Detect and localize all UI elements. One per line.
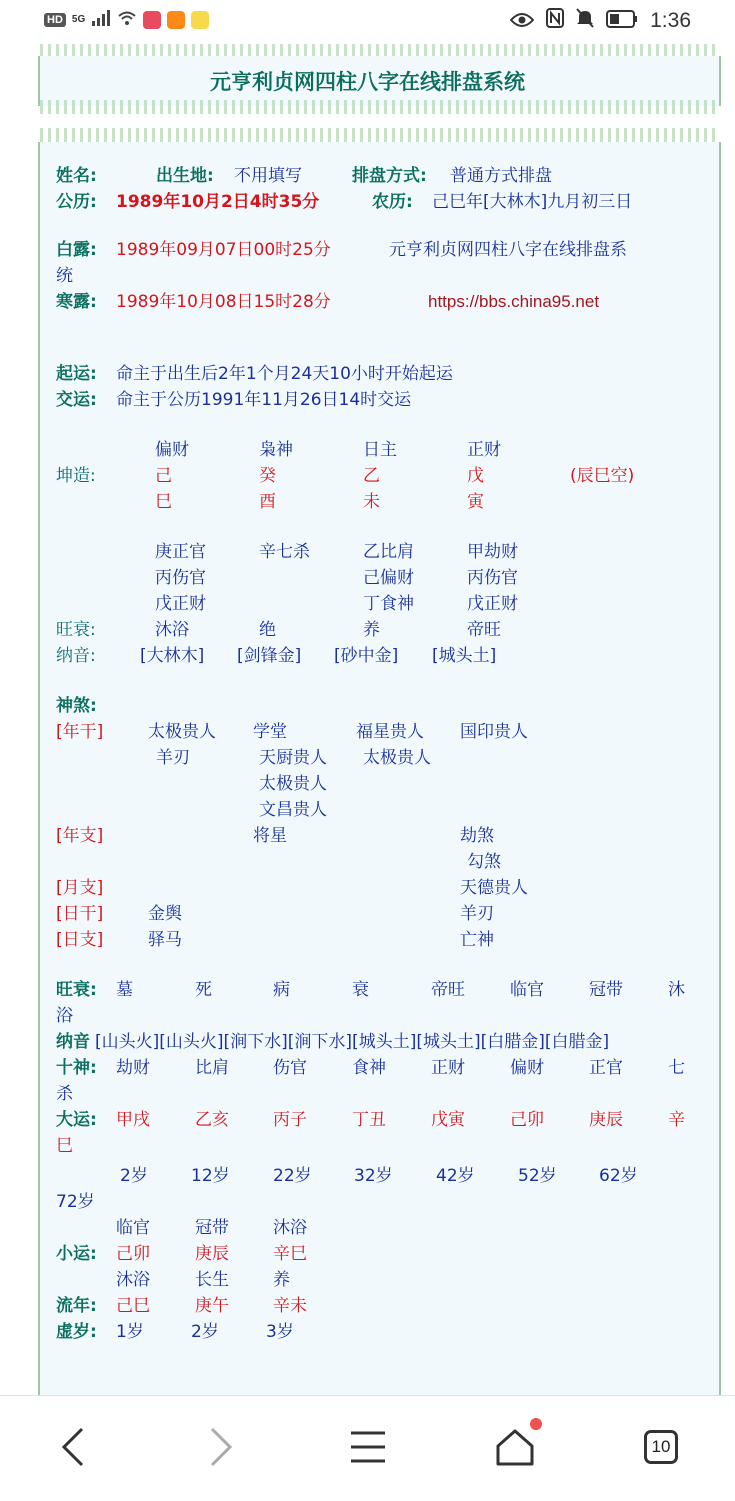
earthly-branch: 寅 [467,492,484,512]
shensha-item: 羊刃 [156,748,190,768]
dayun-shishen-wrap: 杀 [56,1084,73,1104]
shensha-item: 学堂 [253,722,287,742]
status-bar [0,0,735,44]
wangshuai-label: 旺衰: [56,620,96,640]
shishen-label: 十神: [56,1058,97,1078]
home-button[interactable] [490,1422,540,1472]
shensha-item: 福星贵人 [356,722,424,742]
dayun-nayin-label: 纳音 [56,1032,90,1052]
xiaoyun-top: 临官 [116,1218,150,1238]
battery-icon [606,8,638,34]
shensha-item: 太极贵人 [259,774,327,794]
shensha-item: 金舆 [148,904,182,924]
earthly-branch: 巳 [155,492,172,512]
dayun-wangshuai-wrap: 浴 [56,1006,73,1026]
pillar-ten-god: 枭神 [259,440,293,460]
shensha-item: 劫煞 [460,826,494,846]
chevron-right-icon [208,1427,234,1467]
xiaoyun-ganzhi: 辛巳 [273,1244,307,1264]
video-app-icon [167,11,185,29]
xiaoyun-top: 沐浴 [273,1218,307,1238]
bailu-date: 1989年09月07日00时25分 [116,240,331,260]
shensha-item: 太极贵人 [148,722,216,742]
hidden-stem: 丙伤官 [155,568,206,588]
dayun-shishen: 伤官 [273,1058,307,1078]
shensha-row-label: [日支] [56,930,104,950]
dayun-age: 22岁 [273,1166,312,1186]
heavenly-stem: 癸 [259,466,276,486]
jiaoyun-value: 命主于公历1991年11月26日14时交运 [116,390,412,410]
method-value: 普通方式排盘 [450,166,552,186]
dayun-age: 32岁 [354,1166,393,1186]
chat-app-icon [191,11,209,29]
shensha-row-label: [年支] [56,826,104,846]
dayun-shishen: 正官 [589,1058,623,1078]
dayun-shishen: 食神 [352,1058,386,1078]
dayun-ganzhi: 丙子 [273,1110,307,1130]
dayun-ganzhi: 甲戌 [116,1110,150,1130]
dayun-shishen: 偏财 [510,1058,544,1078]
pillar-nayin: [城头土] [432,646,497,666]
tab-count: 10 [644,1430,678,1464]
header-decoration-bottom [40,100,719,114]
site-name-wrap: 统 [56,266,73,286]
site-name: 元亨利贞网四柱八字在线排盘系 [389,240,627,260]
shensha-item: 将星 [253,826,287,846]
hanlu-date: 1989年10月08日15时28分 [116,292,331,312]
dayun-wangshuai: 沐 [668,980,685,1000]
mute-icon [576,8,594,34]
hanlu-label: 寒露: [56,292,97,312]
xiaoyun-ganzhi: 己卯 [116,1244,150,1264]
dayun-shishen: 七 [668,1058,685,1078]
xusui-label: 虚岁: [56,1322,97,1342]
pillar-ten-god: 日主 [363,440,397,460]
dayun-label: 大运: [56,1110,97,1130]
heavenly-stem: 己 [155,466,172,486]
hidden-stem: 戊正财 [467,594,518,614]
kunzao-label: 坤造: [56,466,96,486]
pillar-ten-god: 正财 [467,440,501,460]
forward-button[interactable] [196,1422,246,1472]
shensha-item: 天德贵人 [460,878,528,898]
dayun-shishen: 比肩 [195,1058,229,1078]
heavenly-stem: 乙 [363,466,380,486]
dayun-ganzhi: 丁丑 [352,1110,386,1130]
jiaoyun-label: 交运: [56,390,97,410]
hidden-stem: 戊正财 [155,594,206,614]
shensha-title: 神煞: [56,696,97,716]
dayun-age: 42岁 [436,1166,475,1186]
lunar-label: 农历: [372,192,413,212]
pillar-wangshuai: 帝旺 [467,620,501,640]
dayun-ganzhi: 辛 [668,1110,685,1130]
shensha-item: 驿马 [148,930,182,950]
xiaoyun-bottom: 长生 [195,1270,229,1290]
shensha-item: 国印贵人 [460,722,528,742]
dayun-ganzhi: 乙亥 [195,1110,229,1130]
dayun-wangshuai: 墓 [116,980,133,1000]
pillar-wangshuai: 绝 [259,620,276,640]
nfc-icon [546,8,564,34]
bazi-content [56,163,706,1345]
liunian-ganzhi: 庚午 [195,1296,229,1316]
pillar-nayin: [砂中金] [334,646,399,666]
dayun-wangshuai: 临官 [510,980,544,1000]
birthplace-label: 出生地: [156,166,214,186]
hidden-stem: 己偏财 [363,568,414,588]
dayun-age: 2岁 [120,1166,148,1186]
dayun-wangshuai: 衰 [352,980,369,1000]
eye-icon [510,8,534,34]
hidden-stem: 辛七杀 [259,542,310,562]
dayun-nayin: [山头火][山头火][涧下水][涧下水][城头土][城头土][白腊金][白腊金] [95,1032,610,1052]
hidden-stem: 乙比肩 [363,542,414,562]
dayun-wangshuai-label: 旺衰: [56,980,97,1000]
hidden-stem: 丁食神 [363,594,414,614]
dayun-shishen: 正财 [431,1058,465,1078]
clock-time: 1:36 [650,9,691,32]
method-label: 排盘方式: [352,166,427,186]
xiaoyun-bottom: 养 [273,1270,290,1290]
name-label: 姓名: [56,166,97,186]
dayun-age: 12岁 [191,1166,230,1186]
hd-icon: HD [44,13,66,27]
pillar-nayin: [大林木] [140,646,205,666]
liunian-ganzhi: 辛未 [273,1296,307,1316]
dayun-ganzhi: 庚辰 [589,1110,623,1130]
dayun-wangshuai: 病 [273,980,290,1000]
shensha-item: 亡神 [460,930,494,950]
book-app-icon [143,11,161,29]
xusui-age: 1岁 [116,1322,144,1342]
liunian-ganzhi: 己巳 [116,1296,150,1316]
network-5g-icon: 5G [71,14,86,25]
dayun-shishen: 劫财 [116,1058,150,1078]
shensha-row-label: [年干] [56,722,104,742]
page-title: 元亨利贞网四柱八字在线排盘系统 [210,70,525,94]
pillar-wangshuai: 沐浴 [155,620,189,640]
hidden-stem: 丙伤官 [467,568,518,588]
wifi-icon [117,10,137,29]
xiaoyun-top: 冠带 [195,1218,229,1238]
xusui-age: 2岁 [191,1322,219,1342]
home-icon [495,1428,535,1466]
birthplace-value: 不用填写 [234,166,302,186]
shensha-row-label: [日干] [56,904,104,924]
menu-button[interactable] [343,1422,393,1472]
shensha-item: 文昌贵人 [259,800,327,820]
pillar-ten-god: 偏财 [155,440,189,460]
dayun-age-wrap: 72岁 [56,1192,95,1212]
shensha-item: 太极贵人 [363,748,431,768]
hidden-stem: 庚正官 [155,542,206,562]
lunar-date: 己巳年[大林木]九月初三日 [432,192,633,212]
site-url-link[interactable]: https://bbs.china95.net [428,292,600,311]
browser-nav-bar [0,1395,735,1501]
signal-icon [91,10,111,29]
dayun-age: 62岁 [599,1166,638,1186]
shensha-item: 勾煞 [467,852,501,872]
xiaoyun-label: 小运: [56,1244,97,1264]
menu-icon [350,1429,386,1465]
dayun-wangshuai: 死 [195,980,212,1000]
pillar-nayin: [剑锋金] [237,646,302,666]
xusui-age: 3岁 [266,1322,294,1342]
shensha-item: 羊刃 [460,904,494,924]
dayun-wangshuai: 冠带 [589,980,623,1000]
solar-label: 公历: [56,192,97,212]
dayun-ganzhi: 己卯 [510,1110,544,1130]
dayun-ganzhi-wrap: 巳 [56,1136,73,1156]
notification-dot [530,1418,542,1430]
tabs-button[interactable] [636,1422,686,1472]
dayun-ganzhi: 戊寅 [431,1110,465,1130]
dayun-age: 52岁 [518,1166,557,1186]
xiaoyun-bottom: 沐浴 [116,1270,150,1290]
qiyun-label: 起运: [56,364,97,384]
content-decoration-top [40,128,719,142]
kong-wang: (辰巳空) [570,466,635,486]
shensha-item: 天厨贵人 [259,748,327,768]
dayun-wangshuai: 帝旺 [431,980,465,1000]
nayin-label: 纳音: [56,646,96,666]
hidden-stem: 甲劫财 [467,542,518,562]
qiyun-value: 命主于出生后2年1个月24天10小时开始起运 [116,364,453,384]
heavenly-stem: 戊 [467,466,484,486]
xiaoyun-ganzhi: 庚辰 [195,1244,229,1264]
shensha-row-label: [月支] [56,878,104,898]
solar-date: 1989年10月2日4时35分 [116,192,320,212]
pillar-wangshuai: 养 [363,620,380,640]
earthly-branch: 酉 [259,492,276,512]
back-button[interactable] [48,1422,98,1472]
bailu-label: 白露: [56,240,97,260]
earthly-branch: 未 [363,492,380,512]
liunian-label: 流年: [56,1296,97,1316]
chevron-left-icon [60,1427,86,1467]
